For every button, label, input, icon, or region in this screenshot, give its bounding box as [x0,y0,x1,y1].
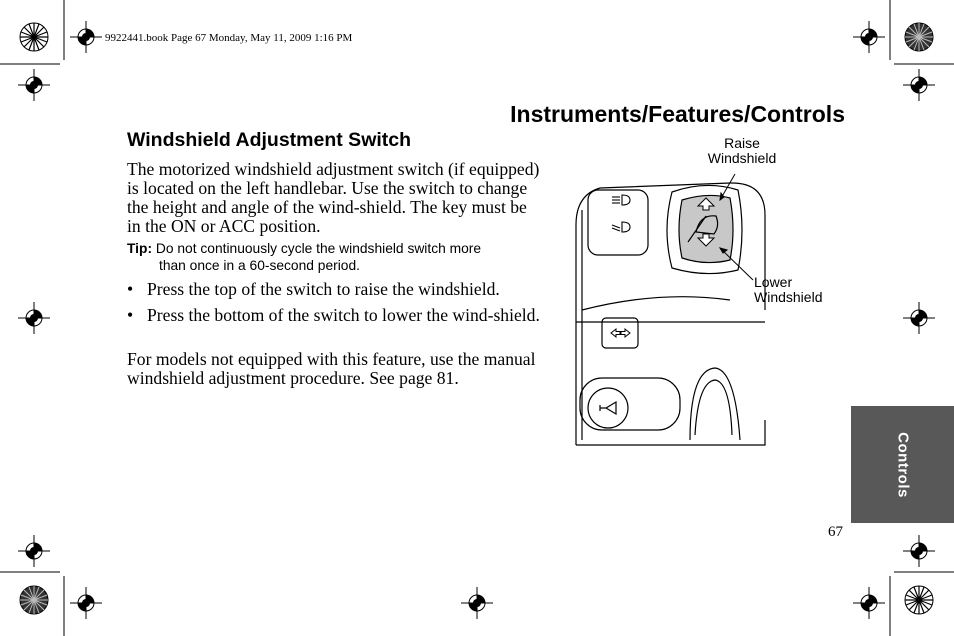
registration-mark-icon [18,535,50,567]
page-number: 67 [828,524,843,540]
list-item [127,306,547,325]
bullet-symbol: • [127,279,134,299]
starburst-target-icon [905,23,933,51]
list-item-text: Press the top of the switch to raise the windshield. [147,279,500,299]
horn-icon [600,402,616,414]
registration-mark-icon [903,535,935,567]
starburst-target-icon [905,586,933,614]
list-item [127,280,547,299]
headlight-high-beam-icon [612,195,630,205]
callout-lower-line1: Lower [754,274,793,290]
callout-raise-line2: Windshield [707,150,777,166]
registration-mark-icon [853,587,885,619]
starburst-target-icon [20,586,48,614]
tip-text-line1: Do not continuously cycle the windshield switch more [155,241,482,256]
registration-mark-icon [903,69,935,101]
registration-mark-icon [70,21,102,53]
registration-mark-icon [18,302,50,334]
callout-lower-windshield [754,275,822,305]
intro-paragraph: The motorized windshield adjustment switch (if equipped) is located on the left handlebar. Use the switch to change the height and angle of the wind-shield. The key must be in the ON or ACC position. [127,159,540,236]
side-tab-label: Controls [894,431,911,498]
bullet-symbol: • [127,305,134,325]
registration-mark-icon [18,69,50,101]
page-title: Instruments/Features/Controls [510,101,845,127]
registration-mark-icon [461,587,493,619]
callout-lower-line2: Windshield [754,289,823,305]
starburst-target-icon [20,23,48,51]
list-item-text: Press the bottom of the switch to lower the wind-shield. [147,305,540,325]
tip-label: Tip: [127,241,153,256]
tip-note [127,240,547,274]
side-tab-controls [851,406,954,523]
registration-mark-icon [903,302,935,334]
handlebar-switch-figure [560,170,850,455]
headlight-low-beam-icon [612,222,630,232]
instruction-list [127,280,547,332]
section-title: Windshield Adjustment Switch [127,129,412,151]
tip-text-line2: than once in a 60-second period. [159,258,360,273]
registration-mark-icon [70,587,102,619]
callout-raise-windshield [690,136,794,166]
turn-signal-icon [611,329,630,337]
callout-raise-line1: Raise [724,135,760,151]
print-header: 9922441.book Page 67 Monday, May 11, 2009 1:16 PM [105,32,353,44]
registration-mark-icon [853,21,885,53]
outro-paragraph: For models not equipped with this feature, use the manual windshield adjustment procedure. See page 81. [127,349,536,388]
